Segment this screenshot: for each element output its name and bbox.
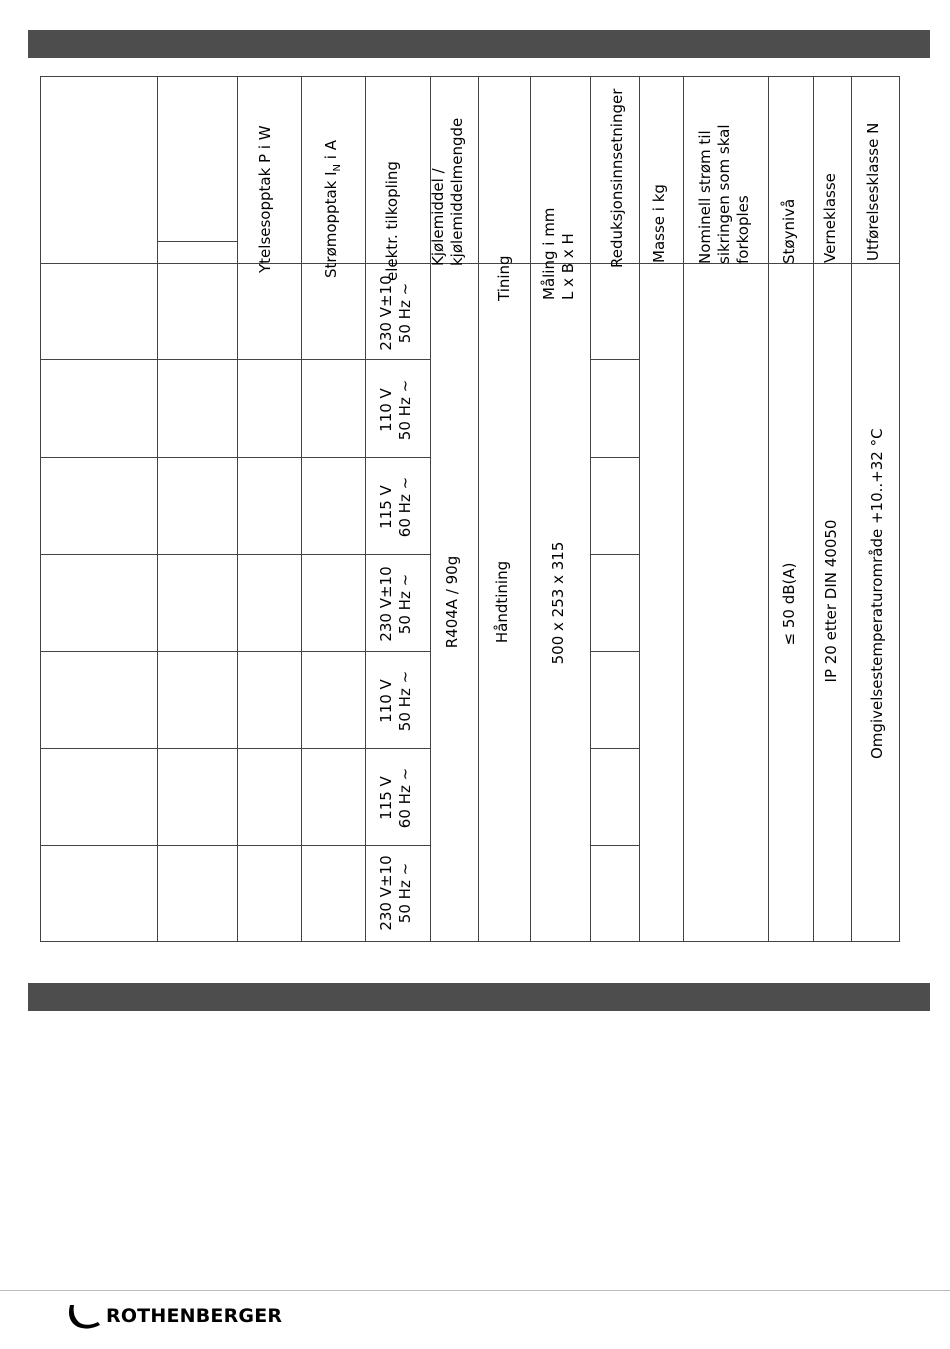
brand-name: ROTHENBERGER — [106, 1305, 283, 1327]
footer-divider — [0, 1290, 950, 1291]
header-current: Strømopptak $I_N$ i A — [322, 140, 343, 278]
defrost-value: Håndtining — [493, 560, 511, 644]
header-electric: elektr. tilkopling — [383, 161, 401, 281]
brand-logo — [64, 1296, 282, 1336]
protection-value: IP 20 etter DIN 40050 — [822, 519, 840, 683]
header-adapters: Reduksjonsinnsetninger — [608, 88, 626, 268]
header-refrigerant: Kjølemiddel / kjølemiddelmengde — [429, 117, 466, 266]
electric-cell: 115 V 60 Hz ~ — [377, 767, 414, 829]
header-power: Ytelsesopptak P i W — [256, 125, 274, 273]
refrigerant-value: R404A / 90g — [443, 555, 461, 649]
section-bar — [28, 983, 930, 1011]
electric-cell: 115 V 60 Hz ~ — [377, 476, 414, 538]
noise-value: ≤ 50 dB(A) — [780, 562, 798, 646]
electric-cell: 230 V±10 50 Hz ~ — [377, 855, 414, 931]
electric-cell: 110 V 50 Hz ~ — [377, 670, 414, 732]
logo-swoosh-icon — [64, 1299, 104, 1333]
header-mass: Masse i kg — [650, 184, 668, 263]
header-class: Utførelsesklasse N — [864, 122, 882, 261]
header-dimensions: Måling i mm L x B x H — [540, 207, 577, 300]
header-noise: Støynivå — [780, 198, 798, 264]
header-bar — [28, 30, 930, 58]
electric-cell: 230 V±10 50 Hz ~ — [377, 275, 414, 351]
header-fuse: Nominell strøm til sikringen som skal forkoples — [696, 124, 752, 264]
class-value: Omgivelsestemperaturområde +10..+32 °C — [868, 428, 886, 759]
electric-cell: 110 V 50 Hz ~ — [377, 379, 414, 441]
electric-cell: 230 V±10 50 Hz ~ — [377, 566, 414, 642]
header-defrost: Tining — [495, 255, 513, 301]
header-protection: Verneklasse — [821, 173, 839, 263]
dimensions-value: 500 x 253 x 315 — [549, 541, 567, 665]
